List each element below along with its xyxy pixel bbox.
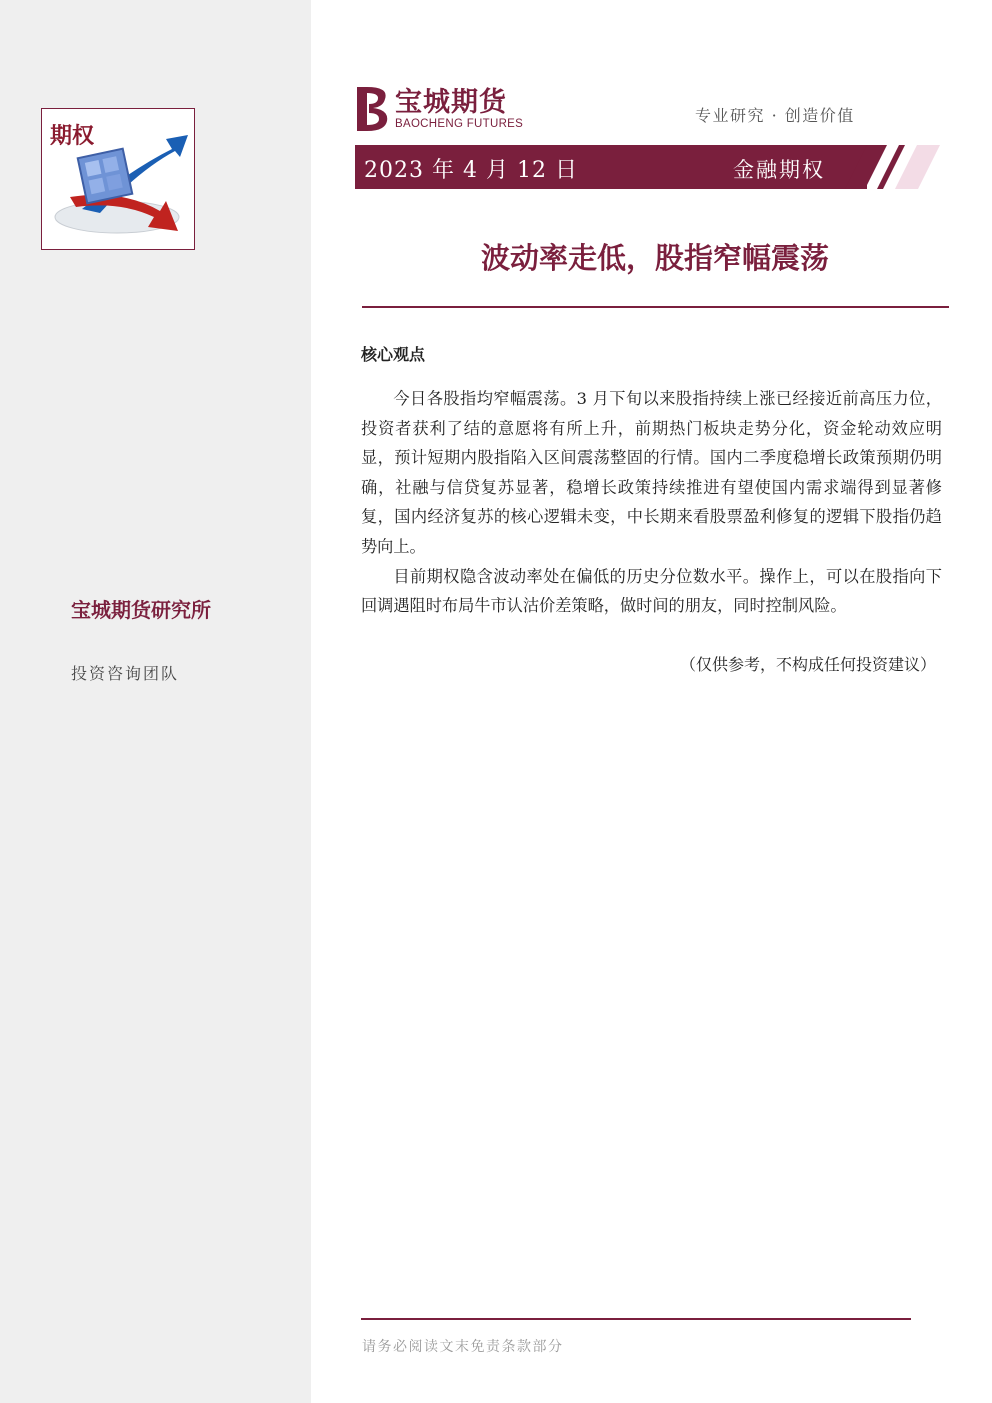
cover-label: 期权 xyxy=(50,124,95,149)
title-divider xyxy=(362,306,949,308)
report-body xyxy=(361,384,942,621)
team-name: 投资咨询团队 xyxy=(71,664,180,683)
report-title: 波动率走低，股指窄幅震荡 xyxy=(480,241,829,275)
research-institute-name: 宝城期货研究所 xyxy=(71,598,211,622)
logo-chinese-name: 宝城期货 xyxy=(395,87,507,118)
footer-divider xyxy=(361,1318,911,1320)
report-date: 2023 年 4 月 12 日 xyxy=(364,158,578,183)
footer-note: 请务必阅读文末免责条款部分 xyxy=(362,1339,564,1355)
body-paragraph: 目前期权隐含波动率处在偏低的历史分位数水平。操作上，可以在股指向下回调遇阻时布局牛市认沽价差策略，做时间的朋友，同时控制风险。 xyxy=(361,566,942,616)
body-paragraph: 今日各股指均窄幅震荡。3 月下旬以来股指持续上涨已经接近前高压力位，投资者获利了结的意愿将有所上升，前期热门板块走势分化，资金轮动效应明显，预计短期内股指陷入区间震荡整固的行情。国内二季度稳增长政策预期仍明确，社融与信贷复苏显著，稳增长政策持续推进有望使国内需求端得到显著修复，国内经济复苏的核心逻辑未变，中长期来看股票盈利修复的逻辑下股指仍趋势向上。 xyxy=(361,389,942,556)
disclaimer: （仅供参考，不构成任何投资建议） xyxy=(679,655,936,674)
company-logo xyxy=(355,84,523,134)
baocheng-logo-icon xyxy=(355,85,391,133)
date-banner xyxy=(355,145,940,189)
report-category: 金融期权 xyxy=(733,158,825,182)
options-cover-image xyxy=(41,108,195,250)
section-heading: 核心观点 xyxy=(361,345,426,364)
sidebar xyxy=(0,0,311,1403)
logo-english-name: BAOCHENG FUTURES xyxy=(395,118,524,130)
company-slogan: 专业研究 · 创造价值 xyxy=(695,106,855,125)
